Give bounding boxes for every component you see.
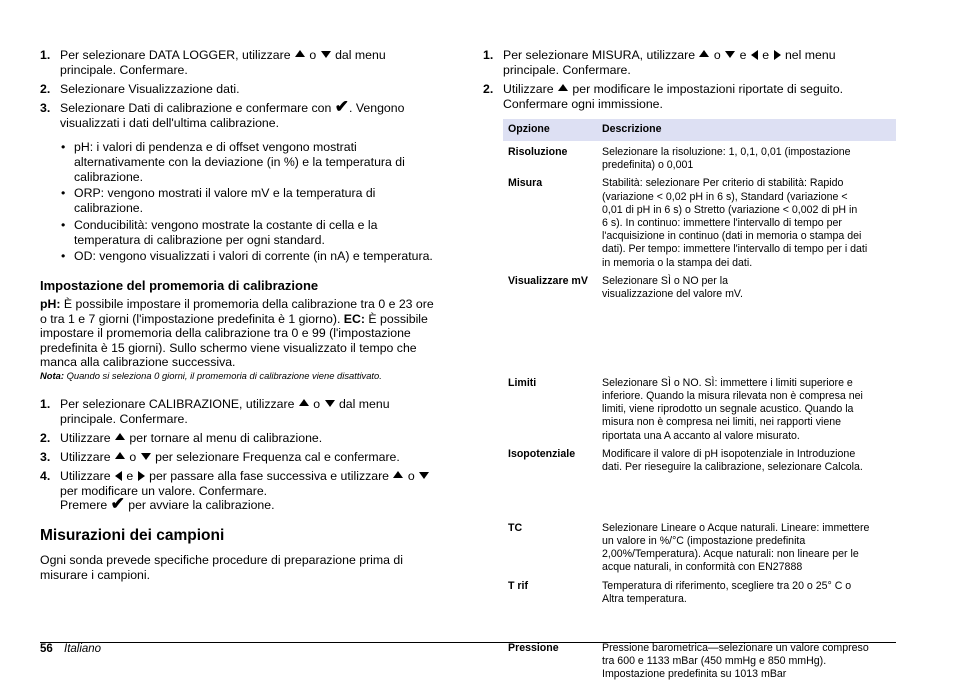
step-text: per selezionare Frequenza cal e confermare. <box>155 450 400 464</box>
bullet-text: Conducibilità: vengono mostrate la costante di cella e la <box>74 218 378 232</box>
header-description: Descrizione <box>602 119 896 141</box>
description-line: Selezionare SÌ o NO per la <box>602 274 729 287</box>
table-header-row <box>503 119 896 141</box>
description-line: limiti, viene riprodotto un segnale acustico. Quando la <box>602 403 854 416</box>
table-row <box>503 141 896 172</box>
description-line: 0,01 di pH in 6 s) o Stretto (variazione < 0,002 di pH in <box>602 203 858 216</box>
description-line: Stabilità: selezionare Per criterio di stabilità: Rapido <box>602 177 844 190</box>
option-cell: Limiti <box>508 376 537 389</box>
note-label: Nota: <box>40 370 64 381</box>
ph-label: pH: <box>40 297 61 311</box>
description-line: misura non è compresa nei limiti, nei rapporti viene <box>602 416 842 429</box>
step-number: 1. <box>40 48 51 62</box>
step-number: 3. <box>40 101 51 115</box>
description-cell <box>602 517 896 575</box>
para-text: È possibile <box>368 311 428 326</box>
description-cell <box>602 372 896 443</box>
arrow-right-icon <box>774 50 781 60</box>
checkmark-icon: ✔ <box>110 494 125 514</box>
step-text: Utilizzare <box>503 82 554 96</box>
description-line: Pressione barometrica—selezionare un valore compreso <box>602 641 869 654</box>
step-text: e <box>762 48 770 62</box>
description-line: (variazione < 0,02 pH in 6 s), Standard (variazione < <box>602 190 848 203</box>
table-row <box>503 443 896 517</box>
description-line: Selezionare Lineare o Acque naturali. Lineare: immettere <box>602 521 870 534</box>
step-text: Per selezionare CALIBRAZIONE, utilizzare <box>60 397 295 411</box>
reminder-paragraph <box>40 297 460 370</box>
description-line: Modificare il valore di pH isopotenziale in Introduzione <box>602 447 856 460</box>
step-text: o <box>129 450 137 464</box>
section-heading: Misurazioni dei campioni <box>40 527 225 544</box>
table-row <box>503 270 896 372</box>
description-line: Temperatura di riferimento, scegliere tra 20 o 25° C o <box>602 579 852 592</box>
table-row <box>503 372 896 443</box>
note <box>40 370 382 381</box>
para-text: È possibile impostare il promemoria della calibrazione tra 0 e 23 ore <box>63 297 434 311</box>
description-line: riportata una A accanto al valore misurato. <box>602 429 800 442</box>
step-text: nel menu <box>784 48 836 62</box>
para-text: impostare il promemoria della calibrazione tra 0 e 99 (l'impostazione <box>40 326 411 341</box>
bullet-text: temperatura di calibrazione per ogni standard. <box>74 233 325 247</box>
option-cell: Misura <box>508 177 543 190</box>
description-line: dati). Per tempo: immettere l'intervallo di tempo per i dati <box>602 243 868 256</box>
bullet-text: ORP: vengono mostrati il valore mV e la temperatura di <box>74 186 376 200</box>
step-text: per avviare la calibrazione. <box>128 498 275 513</box>
arrow-up-icon <box>115 452 125 459</box>
step-text: principale. Confermare. <box>503 62 631 77</box>
arrow-up-icon <box>393 471 403 478</box>
step-text: per modificare le impostazioni riportate di seguito. <box>572 82 844 96</box>
step-text: per modificare un valore. Confermare. <box>60 483 268 498</box>
arrow-down-icon <box>325 400 335 407</box>
description-line: dati. Per rieseguire la calibrazione, selezionare Calcola. <box>602 461 863 474</box>
option-cell: Isopotenziale <box>508 447 576 460</box>
page-number: 56 <box>40 643 53 655</box>
description-line: 2,00%/Temperatura). Acque naturali: non lineare per le <box>602 548 859 561</box>
option-cell: T rif <box>508 579 529 592</box>
description-line: 6 s). In continuo: immettere l'intervallo di tempo per <box>602 217 842 230</box>
para-text: manca alla calibrazione successiva. <box>40 355 236 370</box>
description-line: Altra temperatura. <box>602 592 687 605</box>
step-text: Per selezionare MISURA, utilizzare <box>503 48 696 62</box>
description-cell <box>602 270 896 372</box>
description-line: un valore in %/°C (impostazione predefinita <box>602 535 806 548</box>
description-line: Impostazione predefinita su 1013 mBar <box>602 668 787 681</box>
bullet-text: calibrazione. <box>74 170 144 184</box>
options-table <box>503 119 896 681</box>
para-text: misurare i campioni. <box>40 567 151 582</box>
step-text: per tornare al menu di calibrazione. <box>129 431 323 445</box>
description-line: Selezionare SÌ o NO. SÌ: immettere i limiti superiore e <box>602 376 853 389</box>
step-text: Utilizzare <box>60 431 111 445</box>
step-text: Confermare ogni immissione. <box>503 96 663 111</box>
arrow-down-icon <box>725 51 735 58</box>
header-option: Opzione <box>503 119 602 141</box>
step-number: 4. <box>40 469 51 483</box>
description-line: tra 600 e 1133 mBar (450 mmHg e 850 mmHg). <box>602 654 827 667</box>
reminder-heading: Impostazione del promemoria di calibrazione <box>40 278 319 293</box>
step-text: principale. Confermare. <box>60 62 188 77</box>
step-text: o <box>313 397 321 411</box>
description-line: Selezionare la risoluzione: 1, 0,1, 0,01 (impostazione <box>602 146 851 158</box>
bullet-text: OD: vengono visualizzati i valori di corrente (in nA) e temperatura. <box>74 249 433 263</box>
description-cell <box>602 575 896 637</box>
bullet-text: alternativamente con la deviazione (in %) e la temperatura di <box>74 155 405 169</box>
step-text: o <box>309 48 317 62</box>
step-text: principale. Confermare. <box>60 411 188 426</box>
para-text: predefinita è 15 giorni). Sullo schermo viene visualizzato il tempo che <box>40 340 417 355</box>
description-line: predefinita) o 0,001 <box>602 159 694 172</box>
table-row <box>503 575 896 637</box>
bullet-text: pH: i valori di pendenza e di offset vengono mostrati <box>74 140 357 154</box>
footer-divider <box>40 642 896 643</box>
step-number: 3. <box>40 450 51 464</box>
arrow-down-icon <box>419 472 429 479</box>
checkmark-icon: ✔ <box>334 97 350 116</box>
note-text: Quando si seleziona 0 giorni, il promemoria di calibrazione viene disattivato. <box>66 370 382 381</box>
step-text: o <box>407 469 415 483</box>
arrow-left-icon <box>751 50 758 60</box>
step-text: Utilizzare <box>60 469 111 483</box>
description-line: visualizzazione del valore mV. <box>602 288 743 301</box>
description-line: inferiore. Quando la misura rilevata non è compresa nei <box>602 390 863 403</box>
section-text <box>40 553 403 582</box>
footer <box>40 643 101 655</box>
step-text: per passare alla fase successiva e utilizzare <box>149 469 390 483</box>
step-text: Selezionare Dati di calibrazione e confermare con <box>60 101 332 115</box>
table-row <box>503 637 896 681</box>
step-text: e <box>739 48 747 62</box>
arrow-up-icon <box>558 84 568 91</box>
step-text: Per selezionare DATA LOGGER, utilizzare <box>60 48 291 62</box>
description-cell <box>602 443 896 517</box>
arrow-up-icon <box>115 433 125 440</box>
description-line: in memoria o la stampa dei dati. <box>602 256 753 269</box>
description-line: l'acquisizione in continuo (dati in memoria o stampa dei <box>602 230 862 243</box>
arrow-up-icon <box>295 50 305 57</box>
option-cell: Visualizzare mV <box>508 274 588 287</box>
para-text: o tra 1 e 7 giorni (l'impostazione predefinita è 1 giorno). <box>40 311 341 326</box>
option-cell: Pressione <box>508 641 559 654</box>
step-text: Premere <box>60 498 108 513</box>
option-cell: TC <box>508 521 523 534</box>
arrow-up-icon <box>299 399 309 406</box>
bullet-text: calibrazione. <box>74 201 144 215</box>
description-cell <box>602 141 896 172</box>
footer-language: Italiano <box>64 643 102 655</box>
table-row <box>503 172 896 269</box>
step-text: visualizzati i dati dell'ultima calibrazione. <box>60 115 280 130</box>
step-text: . Vengono <box>349 101 405 115</box>
description-line: acque naturali, in conformità con EN27888 <box>602 561 803 574</box>
step-text: Utilizzare <box>60 450 111 464</box>
step-number: 2. <box>483 82 494 96</box>
arrow-down-icon <box>321 51 331 58</box>
step-number: 2. <box>40 82 51 96</box>
arrow-left-icon <box>115 471 122 481</box>
step-number: 2. <box>40 431 51 445</box>
option-cell: Risoluzione <box>508 146 568 158</box>
ec-label: EC: <box>343 311 365 326</box>
arrow-right-icon <box>138 471 145 481</box>
para-text: Ogni sonda prevede specifiche procedure di preparazione prima di <box>40 553 403 567</box>
step-number: 1. <box>483 48 494 62</box>
arrow-up-icon <box>699 50 709 57</box>
table-row <box>503 517 896 575</box>
description-cell <box>602 172 896 269</box>
step-text: o <box>713 48 721 62</box>
step-number: 1. <box>40 397 51 411</box>
step-text: e <box>126 469 134 483</box>
description-cell <box>602 637 896 681</box>
step-text: dal menu <box>335 48 386 62</box>
step-text: dal menu <box>338 397 390 411</box>
arrow-down-icon <box>141 453 151 460</box>
step-text: Selezionare Visualizzazione dati. <box>60 82 240 96</box>
